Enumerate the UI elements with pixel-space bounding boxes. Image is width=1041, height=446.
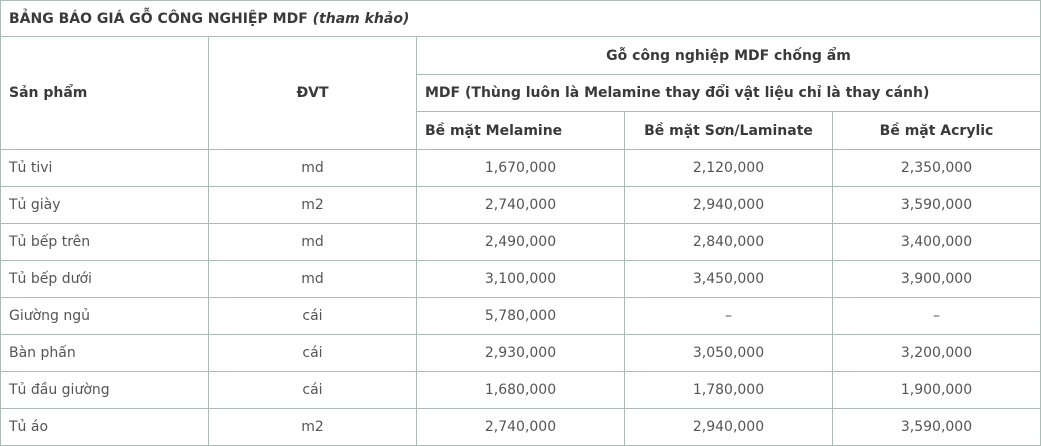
cell-product: Tủ đầu giường (1, 372, 209, 409)
cell-melamine: 2,930,000 (417, 335, 625, 372)
cell-unit: cái (209, 335, 417, 372)
cell-melamine: 2,490,000 (417, 224, 625, 261)
title-row (1, 1, 1041, 37)
cell-melamine: 1,680,000 (417, 372, 625, 409)
cell-melamine: 1,670,000 (417, 150, 625, 187)
table-row (1, 224, 1041, 261)
table-row (1, 261, 1041, 298)
cell-acrylic: 3,590,000 (833, 187, 1041, 224)
cell-unit: m2 (209, 409, 417, 446)
cell-melamine: 5,780,000 (417, 298, 625, 335)
col-header-acrylic: Bề mặt Acrylic (833, 112, 1041, 150)
sub-header: MDF (Thùng luôn là Melamine thay đổi vật liệu chỉ là thay cánh) (417, 75, 1041, 112)
cell-acrylic: 1,900,000 (833, 372, 1041, 409)
cell-acrylic: 3,590,000 (833, 409, 1041, 446)
cell-product: Giường ngủ (1, 298, 209, 335)
cell-unit: md (209, 224, 417, 261)
cell-son-laminate: 2,940,000 (625, 187, 833, 224)
cell-unit: cái (209, 372, 417, 409)
table-row (1, 335, 1041, 372)
cell-product: Tủ áo (1, 409, 209, 446)
cell-unit: cái (209, 298, 417, 335)
col-header-unit: ĐVT (209, 37, 417, 150)
col-header-melamine: Bề mặt Melamine (417, 112, 625, 150)
cell-acrylic: 3,900,000 (833, 261, 1041, 298)
cell-son-laminate: 2,840,000 (625, 224, 833, 261)
table-row (1, 150, 1041, 187)
cell-product: Bàn phấn (1, 335, 209, 372)
cell-unit: md (209, 261, 417, 298)
table-title-text: BẢNG BÁO GIÁ GỖ CÔNG NGHIỆP MDF (9, 10, 308, 27)
col-header-product: Sản phẩm (1, 37, 209, 150)
cell-acrylic: 3,200,000 (833, 335, 1041, 372)
cell-son-laminate: 1,780,000 (625, 372, 833, 409)
cell-product: Tủ giày (1, 187, 209, 224)
cell-product: Tủ tivi (1, 150, 209, 187)
group-header: Gỗ công nghiệp MDF chống ẩm (417, 37, 1041, 75)
table-row (1, 409, 1041, 446)
cell-melamine: 3,100,000 (417, 261, 625, 298)
cell-son-laminate: 3,450,000 (625, 261, 833, 298)
cell-acrylic: 2,350,000 (833, 150, 1041, 187)
cell-unit: md (209, 150, 417, 187)
col-header-son-laminate: Bề mặt Sơn/Laminate (625, 112, 833, 150)
cell-melamine: 2,740,000 (417, 187, 625, 224)
cell-acrylic: – (833, 298, 1041, 335)
cell-unit: m2 (209, 187, 417, 224)
table-title-note: (tham khảo) (312, 10, 410, 27)
cell-product: Tủ bếp dưới (1, 261, 209, 298)
cell-son-laminate: 2,120,000 (625, 150, 833, 187)
table-row (1, 298, 1041, 335)
cell-son-laminate: – (625, 298, 833, 335)
cell-melamine: 2,740,000 (417, 409, 625, 446)
cell-acrylic: 3,400,000 (833, 224, 1041, 261)
cell-son-laminate: 3,050,000 (625, 335, 833, 372)
table-row (1, 372, 1041, 409)
header-row-1 (1, 37, 1041, 75)
cell-son-laminate: 2,940,000 (625, 409, 833, 446)
table-row (1, 187, 1041, 224)
table-title (1, 1, 1041, 37)
cell-product: Tủ bếp trên (1, 224, 209, 261)
